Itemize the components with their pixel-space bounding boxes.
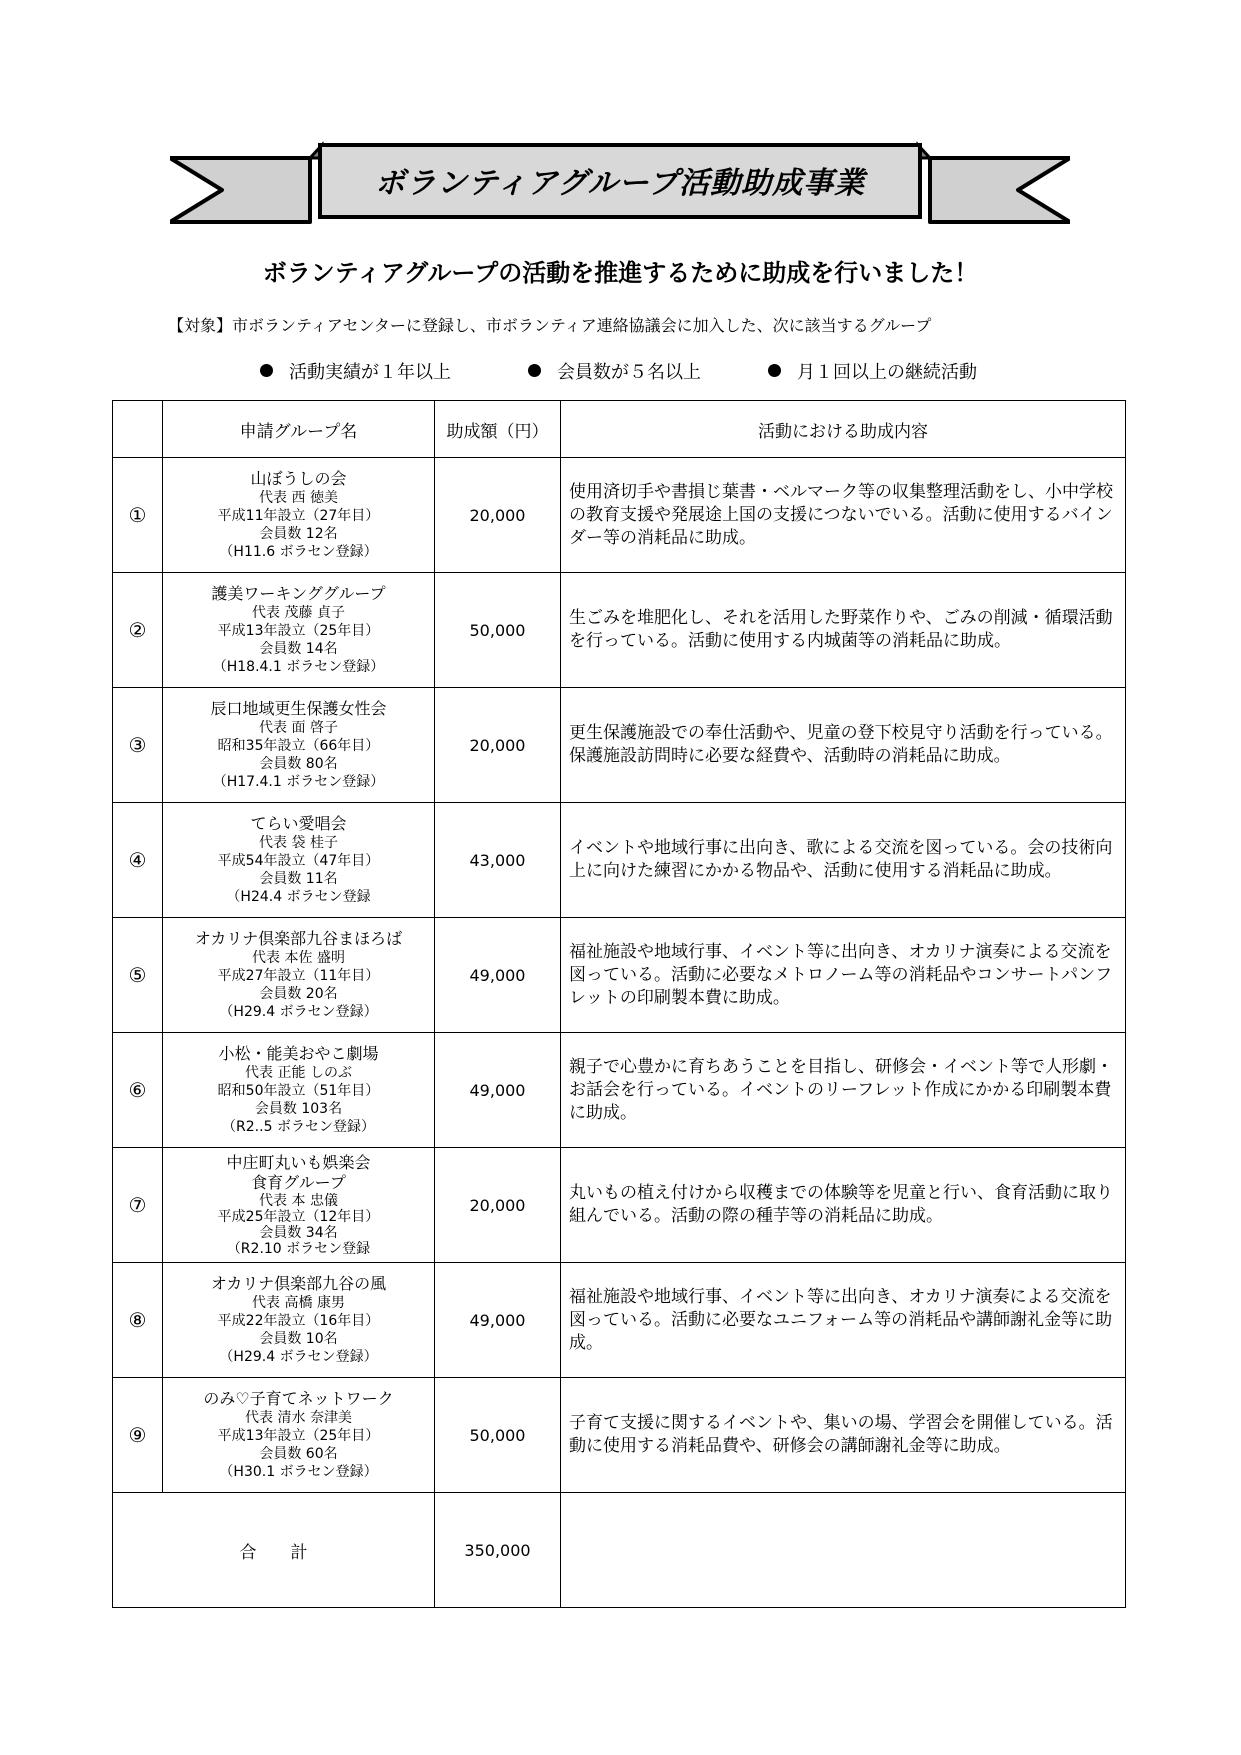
grant-content: イベントや地域行事に出向き、歌による交流を図っている。会の技術向上に向けた練習にかかる物品や、活動に使用する消耗品に助成。 — [561, 803, 1126, 918]
group-representative: 代表 清水 奈津美 — [245, 1410, 352, 1426]
bullet-icon — [768, 364, 781, 377]
table-row — [113, 573, 1126, 688]
group-name: 食育グループ — [251, 1173, 346, 1192]
group-name: 辰口地域更生保護女性会 — [210, 699, 387, 718]
group-cell — [163, 458, 435, 573]
group-name: 護美ワーキンググループ — [211, 584, 386, 603]
group-name: 中庄町丸いも娯楽会 — [226, 1153, 371, 1172]
grant-amount: 20,000 — [435, 458, 561, 573]
group-members: 会員数 14名 — [259, 641, 338, 657]
grant-content: 更生保護施設での奉仕活動や、児童の登下校見守り活動を行っている。保護施設訪問時に必要な経費や、活動時の消耗品に助成。 — [561, 688, 1126, 803]
group-members: 会員数 20名 — [259, 986, 338, 1002]
group-members: 会員数 12名 — [259, 526, 338, 542]
grant-amount: 20,000 — [435, 688, 561, 803]
header-group: 申請グループ名 — [163, 401, 435, 458]
table-header-row — [113, 401, 1126, 458]
group-registration: （H29.4 ボラセン登録） — [219, 1349, 378, 1365]
grant-amount: 49,000 — [435, 918, 561, 1033]
row-number: ⑦ — [113, 1148, 163, 1263]
group-name: 山ぼうしの会 — [250, 469, 347, 488]
group-representative: 代表 本 忠儀 — [259, 1193, 338, 1209]
group-cell — [163, 1033, 435, 1148]
total-label: 合 計 — [113, 1493, 435, 1608]
grant-content: 親子で心豊かに育ちあうことを目指し、研修会・イベント等で人形劇・お話会を行っている。イベントのリーフレット作成にかかる印刷製本費に助成。 — [561, 1033, 1126, 1148]
grant-amount: 43,000 — [435, 803, 561, 918]
grant-amount: 49,000 — [435, 1263, 561, 1378]
group-representative: 代表 高橋 康男 — [252, 1295, 345, 1311]
row-number: ③ — [113, 688, 163, 803]
criteria-item: 会員数が５名以上 — [528, 358, 701, 384]
grant-content: 福祉施設や地域行事、イベント等に出向き、オカリナ演奏による交流を図っている。活動に必要なユニフォーム等の消耗品や講師謝礼金等に助成。 — [561, 1263, 1126, 1378]
group-cell — [163, 573, 435, 688]
group-registration: （H29.4 ボラセン登録） — [219, 1004, 378, 1020]
row-number: ⑧ — [113, 1263, 163, 1378]
grant-amount: 50,000 — [435, 1378, 561, 1493]
criteria-item: 月１回以上の継続活動 — [768, 358, 977, 384]
group-name: てらい愛唱会 — [250, 814, 347, 833]
group-registration: （R2..5 ボラセン登録） — [222, 1119, 375, 1135]
row-number: ⑨ — [113, 1378, 163, 1493]
grant-content: 福祉施設や地域行事、イベント等に出向き、オカリナ演奏による交流を図っている。活動に必要なメトロノーム等の消耗品やコンサートパンフレットの印刷製本費に助成。 — [561, 918, 1126, 1033]
group-founded: 平成22年設立（16年目） — [217, 1313, 380, 1329]
group-cell — [163, 1263, 435, 1378]
bullet-icon — [528, 364, 541, 377]
total-row — [113, 1493, 1126, 1608]
row-number: ⑤ — [113, 918, 163, 1033]
group-founded: 平成25年設立（12年目） — [217, 1209, 380, 1225]
group-founded: 平成13年設立（25年目） — [217, 623, 380, 639]
grant-content: 使用済切手や書損じ葉書・ベルマーク等の収集整理活動をし、小中学校の教育支援や発展途上国の支援につないでいる。活動に使用するバインダー等の消耗品に助成。 — [561, 458, 1126, 573]
table-row — [113, 1148, 1126, 1263]
row-number: ② — [113, 573, 163, 688]
group-founded: 昭和50年設立（51年目） — [217, 1083, 380, 1099]
criteria-item: 活動実績が１年以上 — [260, 358, 451, 384]
group-registration: （H17.4.1 ボラセン登録） — [212, 774, 385, 790]
grant-amount: 20,000 — [435, 1148, 561, 1263]
table-row — [113, 1033, 1126, 1148]
grant-content: 丸いもの植え付けから収穫までの体験等を児童と行い、食育活動に取り組んでいる。活動の際の種芋等の消耗品に助成。 — [561, 1148, 1126, 1263]
group-cell — [163, 918, 435, 1033]
header-content: 活動における助成内容 — [561, 401, 1126, 458]
total-blank — [561, 1493, 1126, 1608]
group-cell — [163, 803, 435, 918]
page-title: ボランティアグループ活動助成事業 — [374, 166, 866, 201]
grant-content: 子育て支援に関するイベントや、集いの場、学習会を開催している。活動に使用する消耗品費や、研修会の講師謝礼金等に助成。 — [561, 1378, 1126, 1493]
group-registration: （H11.6 ボラセン登録） — [219, 544, 378, 560]
table-row — [113, 458, 1126, 573]
group-members: 会員数 60名 — [259, 1446, 338, 1462]
grant-content: 生ごみを堆肥化し、それを活用した野菜作りや、ごみの削減・循環活動を行っている。活動に使用する内城菌等の消耗品に助成。 — [561, 573, 1126, 688]
group-members: 会員数 10名 — [259, 1331, 338, 1347]
header-amount: 助成額（円） — [435, 401, 561, 458]
row-number: ④ — [113, 803, 163, 918]
group-registration: （H18.4.1 ボラセン登録） — [212, 659, 385, 675]
group-name: オカリナ倶楽部九谷まほろば — [194, 929, 403, 948]
group-members: 会員数 34名 — [259, 1225, 338, 1241]
group-members: 会員数 103名 — [254, 1101, 343, 1117]
group-name: のみ♡子育てネットワーク — [203, 1389, 394, 1408]
table-row — [113, 803, 1126, 918]
group-cell — [163, 1148, 435, 1263]
group-representative: 代表 袋 桂子 — [259, 835, 338, 851]
group-name: オカリナ倶楽部九谷の風 — [210, 1274, 387, 1293]
group-registration: （H24.4 ボラセン登録 — [226, 889, 371, 905]
bullet-icon — [260, 364, 273, 377]
group-representative: 代表 茂藤 貞子 — [252, 605, 345, 621]
group-representative: 代表 本佐 盛明 — [252, 950, 345, 966]
criteria-list — [260, 358, 1020, 388]
eligibility-text: 【対象】市ボランティアセンターに登録し、市ボランティア連絡協議会に加入した、次に該当するグループ — [168, 316, 932, 335]
group-representative: 代表 正能 しのぶ — [245, 1065, 352, 1081]
table-row — [113, 918, 1126, 1033]
group-registration: （R2.10 ボラセン登録 — [226, 1241, 371, 1257]
row-number: ① — [113, 458, 163, 573]
table-row — [113, 688, 1126, 803]
group-cell — [163, 688, 435, 803]
group-founded: 平成11年設立（27年目） — [217, 508, 380, 524]
group-registration: （H30.1 ボラセン登録） — [219, 1464, 378, 1480]
header-no — [113, 401, 163, 458]
table-row — [113, 1263, 1126, 1378]
group-representative: 代表 面 啓子 — [259, 720, 338, 736]
subtitle: ボランティアグループの活動を推進するために助成を行いました！ — [262, 259, 979, 287]
group-founded: 平成13年設立（25年目） — [217, 1428, 380, 1444]
group-cell — [163, 1378, 435, 1493]
group-members: 会員数 11名 — [259, 871, 338, 887]
group-representative: 代表 西 徳美 — [259, 490, 338, 506]
group-founded: 平成54年設立（47年目） — [217, 853, 380, 869]
row-number: ⑥ — [113, 1033, 163, 1148]
grant-table — [112, 400, 1126, 1608]
group-founded: 平成27年設立（11年目） — [217, 968, 380, 984]
table-row — [113, 1378, 1126, 1493]
group-founded: 昭和35年設立（66年目） — [217, 738, 380, 754]
group-members: 会員数 80名 — [259, 756, 338, 772]
total-amount: 350,000 — [435, 1493, 561, 1608]
grant-amount: 49,000 — [435, 1033, 561, 1148]
group-name: 小松・能美おやこ劇場 — [218, 1044, 379, 1063]
grant-amount: 50,000 — [435, 573, 561, 688]
